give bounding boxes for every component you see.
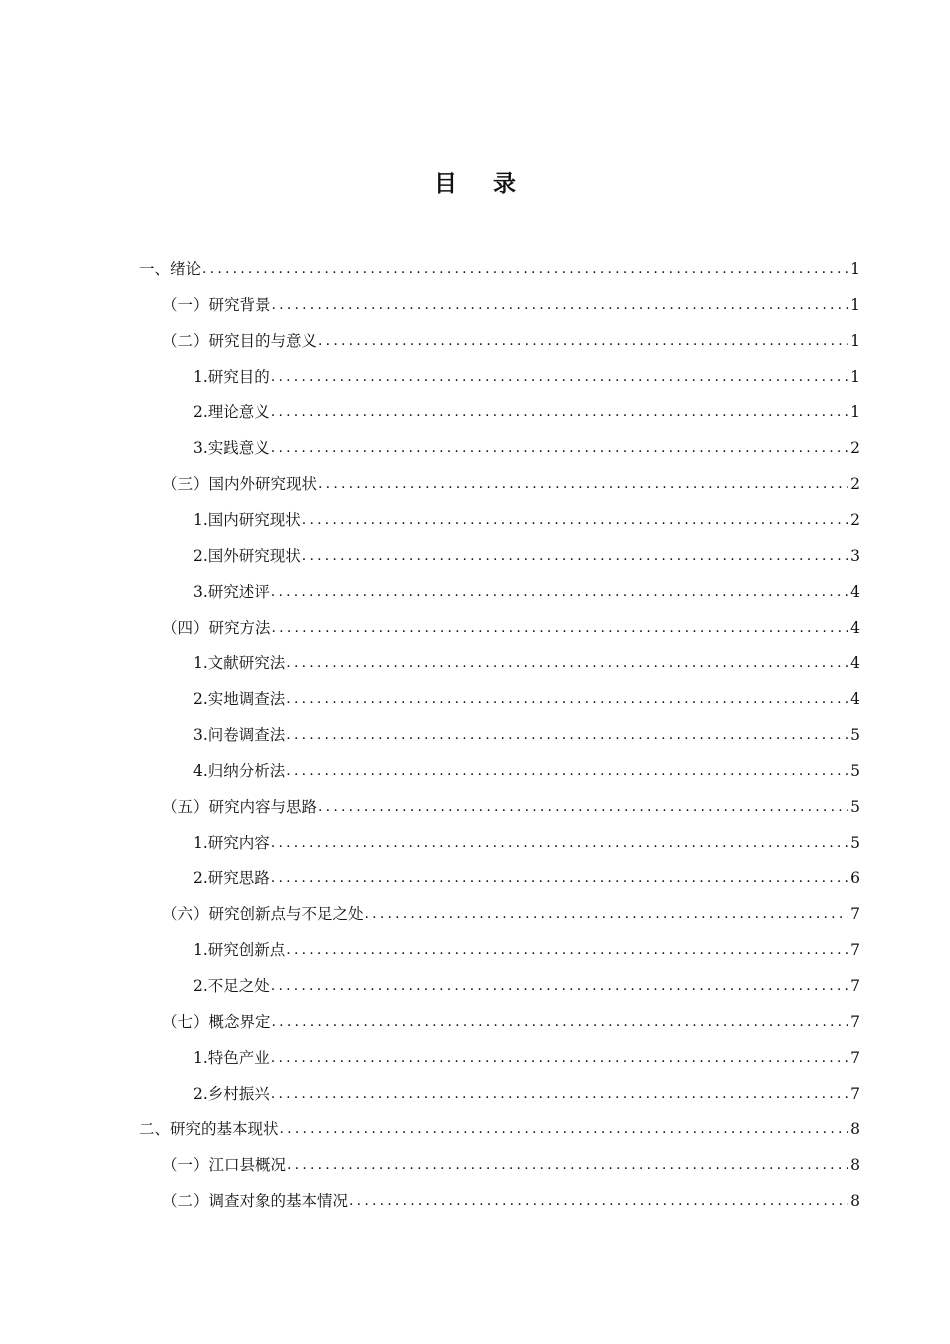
- toc-entry[interactable]: [193, 825, 860, 861]
- toc-entry-label: （一）研究背景: [162, 295, 271, 314]
- toc-entry[interactable]: [193, 1076, 860, 1112]
- toc-entry-label: （二）研究目的与意义: [162, 331, 318, 350]
- toc-page-number: 1: [850, 331, 860, 350]
- toc-page-number: 1: [850, 403, 860, 422]
- toc-entry-label: （一）江口县概况: [162, 1156, 287, 1175]
- toc-dot-leader: [318, 466, 848, 502]
- toc-dot-leader: [280, 1111, 848, 1147]
- toc-entry[interactable]: [162, 610, 860, 646]
- toc-entry-label: 3.问卷调查法: [193, 726, 286, 745]
- toc-page-number: 7: [850, 905, 860, 924]
- toc-entry-label: 1.研究内容: [193, 833, 270, 852]
- toc-dot-leader: [271, 1076, 848, 1112]
- toc-entry-label: 2.国外研究现状: [193, 546, 301, 565]
- toc-page-number: 8: [850, 1156, 860, 1175]
- toc-dot-leader: [286, 932, 848, 968]
- toc-entry[interactable]: [193, 538, 860, 574]
- toc-entry-label: 1.文献研究法: [193, 654, 286, 673]
- toc-page-number: 1: [850, 367, 860, 386]
- toc-dot-leader: [271, 968, 848, 1004]
- toc-dot-leader: [271, 825, 848, 861]
- toc-entry[interactable]: [162, 1147, 860, 1183]
- toc-entry-label: （三）国内外研究现状: [162, 475, 318, 494]
- toc-entry[interactable]: [162, 789, 860, 825]
- toc-entry[interactable]: [162, 323, 860, 359]
- toc-entry[interactable]: [162, 466, 860, 502]
- toc-dot-leader: [271, 574, 848, 610]
- toc-dot-leader: [287, 1147, 848, 1183]
- toc-page-number: 7: [850, 977, 860, 995]
- toc-entry-label: 2.不足之处: [193, 977, 270, 995]
- toc-dot-leader: [272, 610, 848, 646]
- toc-page-number: 8: [850, 1192, 860, 1211]
- toc-dot-leader: [271, 860, 848, 896]
- toc-page-number: 4: [850, 582, 860, 601]
- toc-entry[interactable]: [193, 394, 860, 430]
- toc-entry-label: （四）研究方法: [162, 618, 271, 637]
- toc-entry-label: （七）概念界定: [162, 1012, 271, 1031]
- toc-entry[interactable]: [193, 753, 860, 789]
- toc-entry-label: 4.归纳分析法: [193, 761, 286, 780]
- toc-page-number: 7: [850, 1048, 860, 1067]
- toc-entry-label: 3.研究述评: [193, 582, 270, 601]
- toc-dot-leader: [286, 645, 848, 681]
- toc-page-number: 7: [850, 1084, 860, 1103]
- toc-entry-label: （五）研究内容与思路: [162, 797, 318, 816]
- toc-entry-label: 一、绪论: [139, 260, 202, 278]
- toc-entry-label: 1.研究目的: [193, 367, 270, 386]
- toc-entry[interactable]: [193, 717, 860, 753]
- toc-entry-label: 2.理论意义: [193, 403, 270, 422]
- toc-dot-leader: [271, 1040, 848, 1076]
- toc-entry-label: 2.实地调查法: [193, 690, 286, 709]
- toc-dot-leader: [286, 753, 848, 789]
- toc-dot-leader: [271, 359, 848, 395]
- toc-dot-leader: [202, 251, 848, 287]
- toc-entry[interactable]: [139, 251, 860, 287]
- toc-entry[interactable]: [193, 359, 860, 395]
- toc-dot-leader: [271, 430, 848, 466]
- toc-dot-leader: [302, 538, 848, 574]
- toc-page-number: 5: [850, 761, 860, 780]
- toc-entry-label: 3.实践意义: [193, 439, 270, 458]
- toc-page-number: 7: [850, 941, 860, 960]
- toc-dot-leader: [349, 1183, 848, 1219]
- toc-dot-leader: [318, 323, 848, 359]
- toc-entry[interactable]: [162, 287, 860, 323]
- toc-page-number: 5: [850, 797, 860, 816]
- toc-entry-label: 1.特色产业: [193, 1048, 270, 1067]
- toc-page-number: 7: [850, 1012, 860, 1031]
- toc-entry[interactable]: [193, 860, 860, 896]
- toc-page-number: 1: [850, 260, 860, 278]
- toc-entry[interactable]: [193, 681, 860, 717]
- toc-dot-leader: [286, 717, 848, 753]
- toc-entry-label: （六）研究创新点与不足之处: [162, 905, 364, 924]
- toc-page-number: 2: [850, 439, 860, 458]
- toc-entry-label: 1.研究创新点: [193, 941, 286, 960]
- toc-page-number: 4: [850, 690, 860, 709]
- toc-page-number: 6: [850, 869, 860, 888]
- toc-page-number: 8: [850, 1120, 860, 1139]
- toc-entry[interactable]: [139, 1111, 860, 1147]
- toc-page-number: 4: [850, 618, 860, 637]
- toc-page-number: 4: [850, 654, 860, 673]
- page-title: 目 录: [433, 171, 530, 197]
- toc-entry[interactable]: [193, 502, 860, 538]
- toc-dot-leader: [302, 502, 848, 538]
- toc-page-number: 2: [850, 510, 860, 529]
- toc-page-number: 2: [850, 475, 860, 494]
- toc-entry-label: 2.研究思路: [193, 869, 270, 888]
- toc-entry[interactable]: [162, 1004, 860, 1040]
- toc-entry[interactable]: [162, 1183, 860, 1219]
- toc-entry[interactable]: [193, 932, 860, 968]
- toc-page-number: 3: [850, 546, 860, 565]
- toc-entry-label: （二）调查对象的基本情况: [162, 1192, 349, 1211]
- toc-dot-leader: [365, 896, 848, 932]
- toc-entry[interactable]: [193, 574, 860, 610]
- toc-entry-label: 2.乡村振兴: [193, 1084, 270, 1103]
- toc-page-number: 1: [850, 295, 860, 314]
- toc-entry[interactable]: [162, 896, 860, 932]
- toc-dot-leader: [272, 1004, 848, 1040]
- toc-entry[interactable]: [193, 1040, 860, 1076]
- toc-dot-leader: [272, 287, 848, 323]
- toc-entry[interactable]: [193, 430, 860, 466]
- toc-dot-leader: [318, 789, 848, 825]
- toc-dot-leader: [286, 681, 848, 717]
- toc-page-number: 5: [850, 833, 860, 852]
- toc-entry-label: 1.国内研究现状: [193, 510, 301, 529]
- toc-page-number: 5: [850, 726, 860, 745]
- toc-dot-leader: [271, 394, 848, 430]
- toc-entry[interactable]: [193, 645, 860, 681]
- toc-entry-label: 二、研究的基本现状: [139, 1120, 279, 1139]
- toc-entry[interactable]: [193, 968, 860, 1004]
